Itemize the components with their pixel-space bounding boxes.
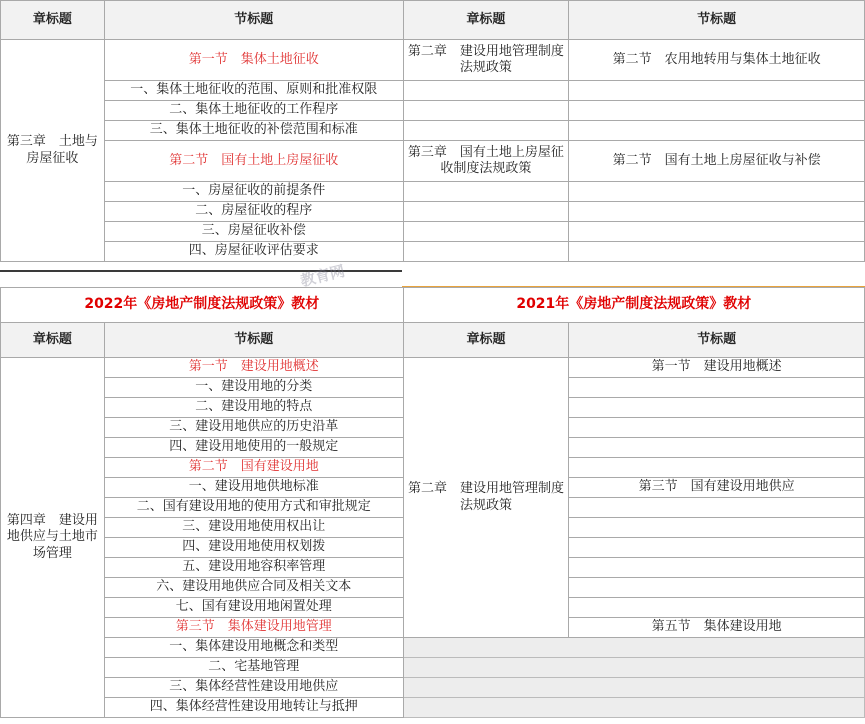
section-cell: 第一节 建设用地概述 xyxy=(104,358,403,378)
subsection-cell: 一、建设用地的分类 xyxy=(104,378,403,398)
section-2021-cell xyxy=(569,538,865,558)
section-2021-cell: 第三节 国有建设用地供应 xyxy=(569,478,865,498)
section-2021-cell xyxy=(569,598,865,618)
header-section-2021: 节标题 xyxy=(569,323,865,358)
section-2021-cell xyxy=(569,498,865,518)
section-2021-cell: 第二节 农用地转用与集体土地征收 xyxy=(569,40,865,81)
subsection-cell: 四、建设用地使用权划拨 xyxy=(104,538,403,558)
header-chapter-2021: 章标题 xyxy=(403,323,569,358)
chapter-cell: 第三章 土地与房屋征收 xyxy=(1,40,105,262)
section-2021-cell: 第二节 国有土地上房屋征收与补偿 xyxy=(569,141,865,182)
subsection-cell: 二、集体土地征收的工作程序 xyxy=(104,101,403,121)
chapter-2021-cell: 第二章 建设用地管理制度法规政策 xyxy=(403,358,569,638)
chapter-cell: 第四章 建设用地供应与土地市场管理 xyxy=(1,358,105,718)
subsection-cell: 三、建设用地使用权出让 xyxy=(104,518,403,538)
section-2021-cell xyxy=(569,458,865,478)
table-2022-vs-2021-chapter4 xyxy=(0,287,865,718)
subsection-cell: 二、建设用地的特点 xyxy=(104,398,403,418)
header-chapter: 章标题 xyxy=(1,1,105,40)
chapter-2021-cell: 第二章 建设用地管理制度法规政策 xyxy=(403,40,569,81)
chapter-2021-cell: 第三章 国有土地上房屋征收制度法规政策 xyxy=(403,141,569,182)
header-chapter-2021: 章标题 xyxy=(403,1,569,40)
empty-cell xyxy=(403,698,864,718)
section-2021-cell xyxy=(569,438,865,458)
subsection-cell: 一、建设用地供地标准 xyxy=(104,478,403,498)
subsection-cell: 二、国有建设用地的使用方式和审批规定 xyxy=(104,498,403,518)
subsection-cell: 三、集体土地征收的补偿范围和标准 xyxy=(104,121,403,141)
section-2021-cell xyxy=(569,518,865,538)
subsection-cell: 一、集体建设用地概念和类型 xyxy=(104,638,403,658)
header-section-2021: 节标题 xyxy=(569,1,865,40)
section-cell: 第三节 集体建设用地管理 xyxy=(104,618,403,638)
section-2021-cell xyxy=(569,398,865,418)
subsection-cell: 四、房屋征收评估要求 xyxy=(104,242,403,262)
header-section: 节标题 xyxy=(104,323,403,358)
subsection-cell: 二、房屋征收的程序 xyxy=(104,202,403,222)
section-cell: 第二节 国有建设用地 xyxy=(104,458,403,478)
subsection-cell: 六、建设用地供应合同及相关文本 xyxy=(104,578,403,598)
empty-cell xyxy=(403,678,864,698)
section-cell: 第二节 国有土地上房屋征收 xyxy=(104,141,403,182)
table-2022-vs-2021-chapter3 xyxy=(0,0,865,262)
subsection-cell: 三、房屋征收补偿 xyxy=(104,222,403,242)
title-2022: 2022年《房地产制度法规政策》教材 xyxy=(1,288,404,323)
section-2021-cell xyxy=(569,558,865,578)
subsection-cell: 二、宅基地管理 xyxy=(104,658,403,678)
section-2021-cell xyxy=(569,578,865,598)
subsection-cell: 三、集体经营性建设用地供应 xyxy=(104,678,403,698)
subsection-cell: 四、集体经营性建设用地转让与抵押 xyxy=(104,698,403,718)
subsection-cell: 三、建设用地供应的历史沿革 xyxy=(104,418,403,438)
subsection-cell: 七、国有建设用地闲置处理 xyxy=(104,598,403,618)
subsection-cell: 五、建设用地容积率管理 xyxy=(104,558,403,578)
watermark: 教育网 xyxy=(298,261,347,291)
empty-cell xyxy=(403,658,864,678)
section-2021-cell: 第一节 建设用地概述 xyxy=(569,358,865,378)
section-2021-cell xyxy=(569,378,865,398)
section-2021-cell xyxy=(569,418,865,438)
subsection-cell: 一、集体土地征收的范围、原则和批准权限 xyxy=(104,81,403,101)
section-2021-cell: 第五节 集体建设用地 xyxy=(569,618,865,638)
header-chapter: 章标题 xyxy=(1,323,105,358)
section-cell: 第一节 集体土地征收 xyxy=(104,40,403,81)
subsection-cell: 四、建设用地使用的一般规定 xyxy=(104,438,403,458)
empty-cell xyxy=(403,638,864,658)
title-2021: 2021年《房地产制度法规政策》教材 xyxy=(403,288,864,323)
subsection-cell: 一、房屋征收的前提条件 xyxy=(104,182,403,202)
header-section: 节标题 xyxy=(104,1,403,40)
